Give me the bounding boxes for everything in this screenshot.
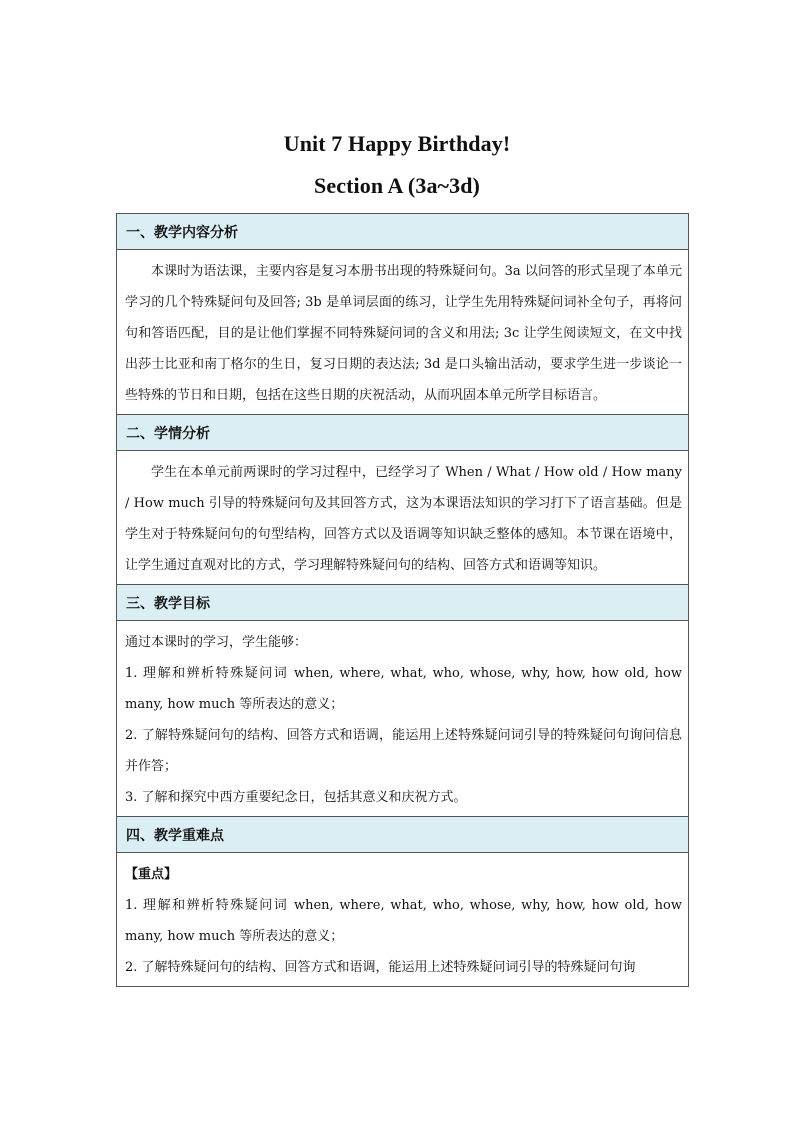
list-item: 2. 了解特殊疑问句的结构、回答方式和语调，能运用上述特殊疑问词引导的特殊疑问句询问信息并作答； [125, 728, 682, 774]
section-body-student-analysis [117, 451, 689, 585]
paragraph: 学生在本单元前两课时的学习过程中，已经学习了 When / What / How old / How many / How much 引导的特殊疑问句及其回答方式，这为本课语法知识的学习打下了语言基础。但是学生对于特殊疑问句的句型结构，回答方式以及语调等知识缺乏整体的感知。本节课在语境中，让学生通过直观对比的方式，学习理解特殊疑问句的结构、回答方式和语调等知识。 [125, 465, 682, 573]
lesson-plan-table [116, 213, 689, 987]
document-title: Unit 7 Happy Birthday! [283, 131, 511, 156]
section-body-key-points [117, 853, 689, 987]
section-heading-student-analysis: 二、学情分析 [117, 415, 689, 451]
section-heading-objectives: 三、教学目标 [117, 585, 689, 621]
paragraph: 本课时为语法课，主要内容是复习本册书出现的特殊疑问句。3a 以问答的形式呈现了本单元学习的几个特殊疑问句及回答; 3b 是单词层面的练习，让学生先用特殊疑问词补全句子，再将问句和答语匹配，目的是让他们掌握不同特殊疑问词的含义和用法; 3c 让学生阅读短文，在文中找出莎士比亚和南丁格尔的生日，复习日期的表达法; 3d 是口头输出活动，要求学生进一步谈论一些特殊的节日和日期，包括在这些日期的庆祝活动，从而巩固本单元所学目标语言。 [125, 264, 682, 403]
section-heading-content-analysis: 一、教学内容分析 [117, 214, 689, 250]
document-subtitle: Section A (3a~3d) [314, 173, 480, 198]
objectives-intro: 通过本课时的学习，学生能够： [125, 635, 308, 650]
section-heading-key-points: 四、教学重难点 [117, 817, 689, 853]
list-item: 1. 理解和辨析特殊疑问词 when, where, what, who, whose, why, how, how old, how many, how much 等所表达的意义； [125, 898, 682, 944]
list-item: 1. 理解和辨析特殊疑问词 when, where, what, who, whose, why, how, how old, how many, how much 等所表达的意义； [125, 666, 682, 712]
key-points-label: 【重点】 [125, 867, 178, 882]
list-item: 2. 了解特殊疑问句的结构、回答方式和语调，能运用上述特殊疑问词引导的特殊疑问句询 [125, 960, 636, 975]
section-body-content-analysis [117, 250, 689, 415]
section-body-objectives [117, 621, 689, 817]
list-item: 3. 了解和探究中西方重要纪念日，包括其意义和庆祝方式。 [125, 790, 467, 805]
